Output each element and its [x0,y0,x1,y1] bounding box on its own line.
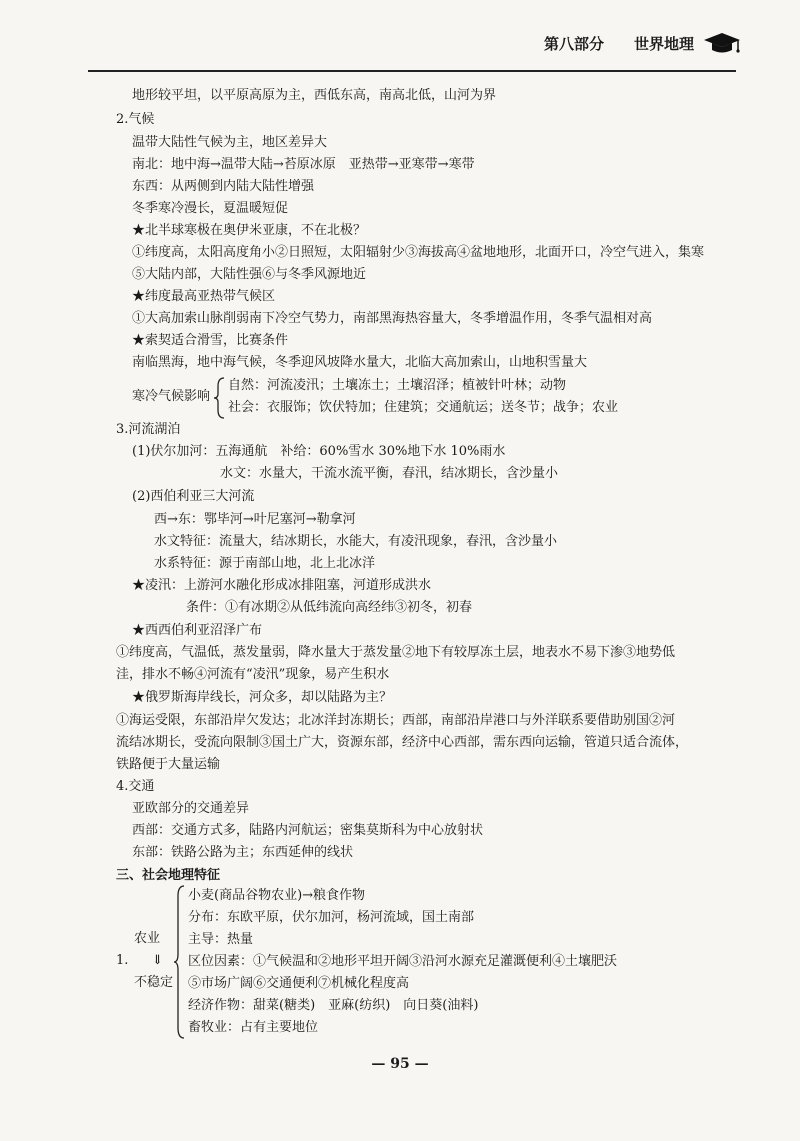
text-line: 地形较平坦，以平原高原为主，西低东高，南高北低，山河为界 [132,88,497,103]
text-line: 洼，排水不畅④河流有“凌汛”现象，易产生积水 [116,667,390,682]
text-line: 社会：衣服饰；饮伏特加；住建筑；交通航运；送冬节；战争；农业 [228,400,619,415]
text-line: ①海运受限，东部沿岸欠发达；北冰洋封冻期长；西部，南部沿岸港口与外洋联系要借助别国②河 [116,713,676,728]
text-line: ①纬度高，气温低，蒸发量弱，降水量大于蒸发量②地下有较厚冻土层，地表水不易下渗③地势低 [116,645,676,660]
text-line: 自然：河流凌汛；土壤冻土；土壤沼泽；植被针叶林；动物 [228,378,567,393]
question-line: ★索契适合滑雪，比赛条件 [132,333,289,348]
text-line: (2)西伯利亚三大河流 [132,489,255,504]
header-part: 第八部分 [543,34,604,53]
text-line: 东西：从两侧到内陆大陆性增强 [132,179,315,194]
text-line: 区位因素：①气候温和②地形平坦开阔③沿河水源充足灌溉便利④土壤肥沃 [188,954,618,969]
text-line: 铁路便于大量运输 [116,757,221,772]
header-title: 世界地理 [633,34,694,53]
text-line: ①纬度高，太阳高度角小②日照短，太阳辐射少③海拔高④盆地地形，北面开口，冷空气进入，集寒 [132,245,705,260]
text-line: 冬季寒冷漫长，夏温暖短促 [132,201,289,216]
text-line: ⑤市场广阔⑥交通便利⑦机械化程度高 [188,976,410,991]
text-line: 水系特征：源于南部山地，北上北冰洋 [154,556,376,571]
question-line: ★纬度最高亚热带气候区 [132,289,276,304]
text-line: 南临黑海，地中海气候，冬季迎风坡降水量大，北临大高加索山，山地积雪量大 [132,355,588,370]
brace-icon [172,884,186,1040]
header-rule [88,70,736,72]
text-line: 条件：①有冰期②从低纬流向高经纬③初冬，初春 [186,600,473,615]
brace-label: 寒冷气候影响 [132,389,211,404]
page-number: — 95 — [371,1056,429,1072]
question-line: ★凌汛：上游河水融化形成冰排阻塞，河道形成洪水 [132,578,432,593]
section-heading: 4.交通 [116,779,155,794]
text-line: 分布：东欧平原，伏尔加河，杨河流域，国土南部 [188,910,475,925]
section-heading: 3.河流湖泊 [116,422,181,437]
brace-icon [212,376,226,420]
agri-label: 农业 [134,931,161,946]
text-line: 西部：交通方式多，陆路内河航运；密集莫斯科为中心放射状 [132,823,484,838]
down-arrow-icon: ⇓ [152,953,163,968]
text-line: 小麦(商品谷物农业)→粮食作物 [188,888,366,903]
agri-number: 1. [116,953,129,968]
text-line: ①大高加索山脉削弱南下冷空气势力，南部黑海热容量大，冬季增温作用，冬季气温相对高 [132,311,653,326]
page-header [544,30,742,56]
section-heading: 2.气候 [116,112,155,127]
text-line: 流结冰期长，受流向限制③国土广大，资源东部，经济中心西部，需东西向运输，管道只适合流体， [116,735,689,750]
text-line: 西→东：鄂毕河→叶尼塞河→勒拿河 [154,512,356,527]
text-line: 东部：铁路公路为主；东西延伸的线状 [132,845,354,860]
text-line: 南北：地中海→温带大陆→苔原冰原 亚热带→亚寒带→寒带 [132,157,475,172]
text-line: 温带大陆性气候为主，地区差异大 [132,135,328,150]
text-line: 水文特征：流量大，结冰期长，水能大，有凌汛现象，春汛，含沙量小 [154,534,558,549]
text-line: (1)伏尔加河：五海通航 补给：60%雪水 30%地下水 10%雨水 [132,444,506,459]
text-line: 畜牧业：占有主要地位 [188,1020,319,1035]
text-line: 亚欧部分的交通差异 [132,801,250,816]
text-line: 主导：热量 [188,932,254,947]
question-line: ★北半球寒极在奥伊米亚康，不在北极？ [132,223,367,238]
text-line: 水文：水量大，干流水流平衡，春汛，结冰期长，含沙量小 [220,466,559,481]
text-line: 经济作物：甜菜(糖类) 亚麻(纺织) 向日葵(油料) [188,998,479,1013]
section-heading: 三、社会地理特征 [116,868,221,883]
text-line: ⑤大陆内部，大陆性强⑥与冬季风源地近 [132,267,367,282]
agri-sub: 不稳定 [134,975,174,990]
question-line: ★俄罗斯海岸线长，河众多，却以陆路为主？ [132,690,393,705]
graduation-cap-icon [702,30,742,56]
question-line: ★西西伯利亚沼泽广布 [132,623,263,638]
